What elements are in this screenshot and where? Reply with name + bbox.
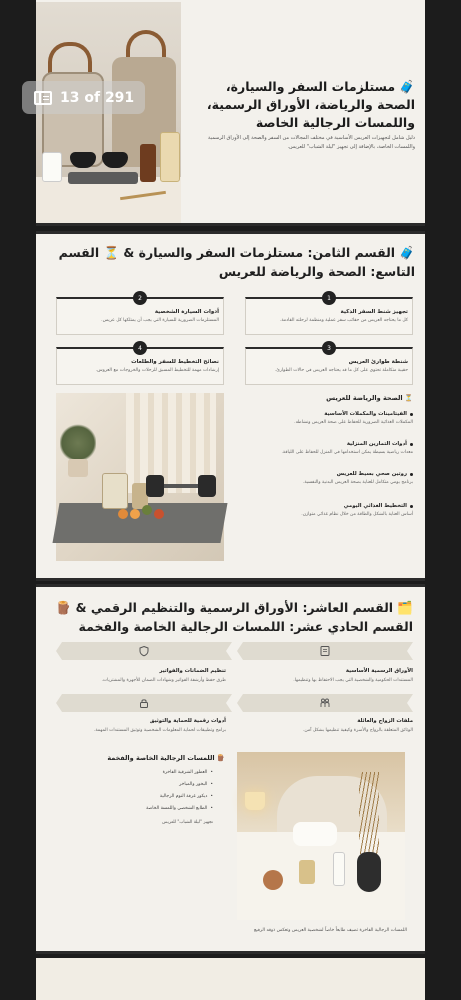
luxury-bedroom-photo (237, 752, 405, 920)
list-item: • العطور الشرقية الفاخرة (53, 770, 213, 775)
page2-title: 🧳 القسم الثامن: مستلزمات السفر والسيارة & ⏳ القسم التاسع: الصحة والرياضة للعريس (58, 245, 415, 279)
card-desc: كل ما يحتاجه العريس من حقائب سفر عملية ومنظمة لرحلته القادمة. (279, 318, 408, 323)
list-item: التخطيط الغذائي اليومي أساس العناية بالشكل والطاقة من خلال نظام غذائي متوازن. (243, 503, 413, 517)
document-page-3 (36, 584, 425, 954)
travel-items-photo (36, 2, 181, 226)
info-block: أدوات رقمية للحماية والتوثيق برامج وتطبيقات لحماية المعلومات الشخصية وتوثيق المستندات المهمة. (93, 718, 226, 733)
list-item: الفيتامينات والمكملات الأساسية المكملات الغذائية الضرورية للحفاظ على صحة العريس ونشاطه. (243, 411, 413, 425)
card-title: أدوات السيارة الشخصية (154, 309, 219, 315)
card-desc: حقيبة متكاملة تحتوي على كل ما قد يحتاجه العريس في حالات الطوارئ. (274, 368, 408, 373)
list-item: • البخور والمباخر (53, 782, 213, 787)
chevron-divider (56, 694, 232, 712)
document-page-4 (36, 958, 425, 1000)
fitness-supplements-photo (56, 393, 224, 561)
info-block: ملفات الزواج والعائلة الوثائق المتعلقة بالزواج والأسرة وكيفية تنظيمها بشكل آمن. (302, 718, 413, 733)
page1-description: دليل شامل لتجهيزات العريس الأساسية في مختلف المجالات من السفر والصحة إلى الأوراق الرسمية واللمسات الخاصة، بالإضافة إلى تجهيز "ليلة الشباب" للعريس. (208, 135, 415, 150)
touches-note: تجهيز "ليلة الشباب" للعريس (162, 820, 213, 825)
list-item: • الطابع الشخصي واللمسة الخاصة (53, 806, 213, 811)
sidebar-icon (34, 91, 52, 105)
family-icon (319, 697, 331, 709)
lock-icon (138, 697, 150, 709)
feature-card: 4 نصائح التخطيط للسفر والطلعات إرشادات مهمة للتخطيط المسبق للرحلات والخروجات مع العروس. (56, 347, 224, 385)
list-item: • ديكور غرفة النوم الرجالية (53, 794, 213, 799)
card-title: تجهيز شنط السفر الذكية (340, 309, 408, 315)
chevron-divider (237, 694, 413, 712)
card-desc: المستلزمات الضرورية للسيارة التي يجب أن يمتلكها كل عريس. (101, 318, 219, 323)
page1-title: 🧳 مستلزمات السفر والسيارة، الصحة والرياضة، الأوراق الرسمية، واللمسات الرجالية الخاصة (206, 79, 415, 130)
feature-card: 1 تجهيز شنط السفر الذكية كل ما يحتاجه العريس من حقائب سفر عملية ومنظمة لرحلته القادمة. (245, 297, 413, 335)
page3-title: 🗂️ القسم العاشر: الأوراق الرسمية والتنظيم الرقمي & 🪵 القسم الحادي عشر: اللمسات الرجالية الخاصة والفخمة (55, 600, 413, 634)
card-desc: إرشادات مهمة للتخطيط المسبق للرحلات والخروجات مع العروس. (95, 368, 219, 373)
chevron-divider (237, 642, 413, 660)
list-item: أدوات التمارين المنزلية معدات رياضية بسيطة يمكن استخدامها في المنزل للحفاظ على اللياقة. (243, 441, 413, 455)
info-block: تنظيم الضمانات والفواتير طرق حفظ وأرشفة الفواتير وشهادات الضمان للأجهزة والمشتريات. (101, 668, 226, 683)
feature-card: 2 أدوات السيارة الشخصية المستلزمات الضرورية للسيارة التي يجب أن يمتلكها كل عريس. (56, 297, 224, 335)
photo-caption: اللمسات الرجالية الفاخرة تضيف طابعاً خاصاً لشخصية العريس وتعكس ذوقه الرفيع (254, 928, 407, 933)
page-indicator[interactable] (22, 81, 145, 114)
document-page-2 (36, 231, 425, 581)
card-title: نصائح التخطيط للسفر والطلعات (131, 359, 219, 365)
shield-icon (138, 645, 150, 657)
info-block: الأوراق الرسمية الأساسية المستندات الحكومية والشخصية التي يجب الاحتفاظ بها وتنظيمها. (293, 668, 413, 683)
chevron-divider (56, 642, 232, 660)
list-item: روتين صحي بسيط للعريس برنامج يومي متكامل للعناية بصحة العريس البدنية والنفسية. (243, 471, 413, 485)
touches-heading: 🪵 اللمسات الرجالية الخاصة والفخمة (107, 754, 225, 762)
feature-card: 3 شنطة طوارئ العريس حقيبة متكاملة تحتوي على كل ما قد يحتاجه العريس في حالات الطوارئ. (245, 347, 413, 385)
document-icon (319, 645, 331, 657)
health-heading: ⏳ الصحة والرياضة للعريس (326, 394, 413, 402)
page-indicator-label: 13 of 291 (60, 89, 135, 106)
card-title: شنطة طوارئ العريس (348, 359, 408, 365)
